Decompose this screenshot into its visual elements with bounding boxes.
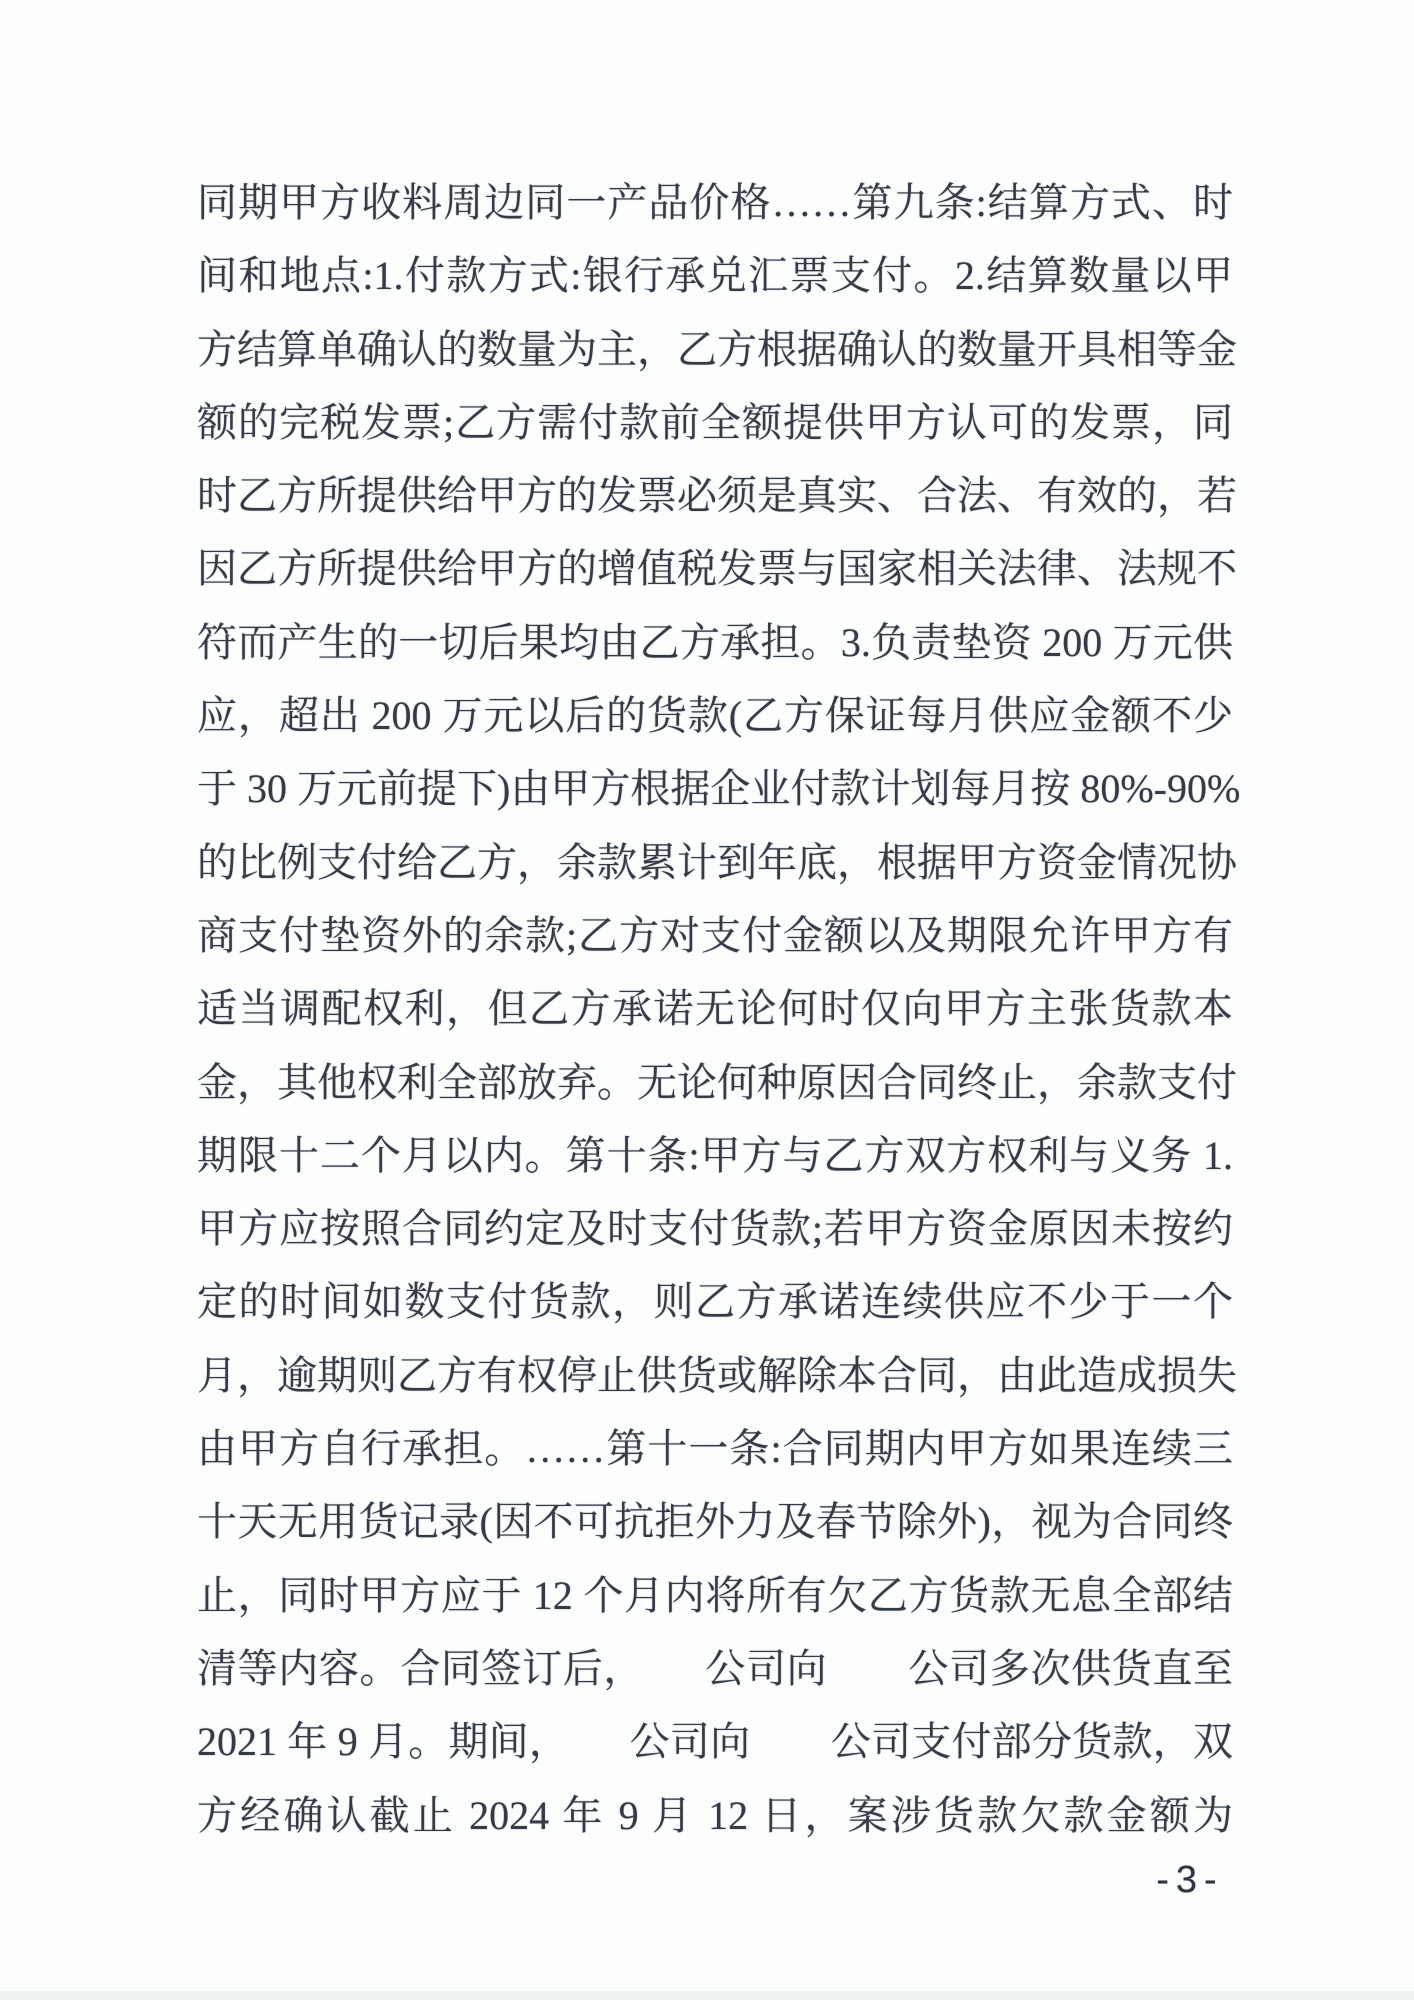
text-line: 的比例支付给乙方，余款累计到年底，根据甲方资金情况协: [197, 839, 1237, 885]
contract-body-text: [197, 166, 1241, 1852]
text-line: 甲方应按照合同约定及时支付货款;若甲方资金原因未按约: [197, 1206, 1233, 1252]
text-line: 额的完税发票;乙方需付款前全额提供甲方认可的发票，同: [197, 399, 1233, 445]
text-line: 止，同时甲方应于 12 个月内将所有欠乙方货款无息全部结: [197, 1572, 1233, 1618]
text-line: 定的时间如数支付货款，则乙方承诺连续供应不少于一个: [197, 1279, 1233, 1325]
text-line: 适当调配权利，但乙方承诺无论何时仅向甲方主张货款本: [197, 986, 1233, 1032]
text-line: 同期甲方收料周边同一产品价格……第九条:结算方式、时: [197, 180, 1233, 225]
text-line: 由甲方自行承担。……第十一条:合同期内甲方如果连续三: [197, 1426, 1233, 1472]
text-line: 十天无用货记录(因不可抗拒外力及春节除外)，视为合同终: [197, 1499, 1233, 1545]
text-line: 2021 年 9 月。期间， 公司向 公司支付部分货款，双: [197, 1719, 1233, 1765]
page-number: -3-: [1156, 1859, 1224, 1901]
text-line: 金，其他权利全部放弃。无论何种原因合同终止，余款支付: [197, 1059, 1237, 1105]
text-line: 方结算单确认的数量为主，乙方根据确认的数量开具相等金: [197, 326, 1237, 372]
text-line: 期限十二个月以内。第十条:甲方与乙方双方权利与义务 1.: [197, 1132, 1233, 1178]
text-line: 间和地点:1.付款方式:银行承兑汇票支付。2.结算数量以甲: [197, 253, 1233, 299]
text-line: 月，逾期则乙方有权停止供货或解除本合同，由此造成损失: [197, 1352, 1237, 1398]
text-line: 因乙方所提供给甲方的增值税发票与国家相关法律、法规不: [197, 546, 1237, 592]
text-line: 于 30 万元前提下)由甲方根据企业付款计划每月按 80%-90%: [197, 766, 1241, 812]
text-line: 符而产生的一切后果均由乙方承担。3.负责垫资 200 万元供: [197, 619, 1233, 665]
text-line: 清等内容。合同签订后， 公司向 公司多次供货直至: [197, 1645, 1233, 1691]
page-bottom-edge: [0, 1991, 1414, 2000]
text-line: 时乙方所提供给甲方的发票必须是真实、合法、有效的，若: [197, 473, 1237, 519]
text-line: 方经确认截止 2024 年 9 月 12 日，案涉货款欠款金额为: [197, 1792, 1233, 1838]
text-line: 商支付垫资外的余款;乙方对支付金额以及期限允许甲方有: [197, 912, 1233, 958]
text-line: 应，超出 200 万元以后的货款(乙方保证每月供应金额不少: [197, 693, 1233, 739]
